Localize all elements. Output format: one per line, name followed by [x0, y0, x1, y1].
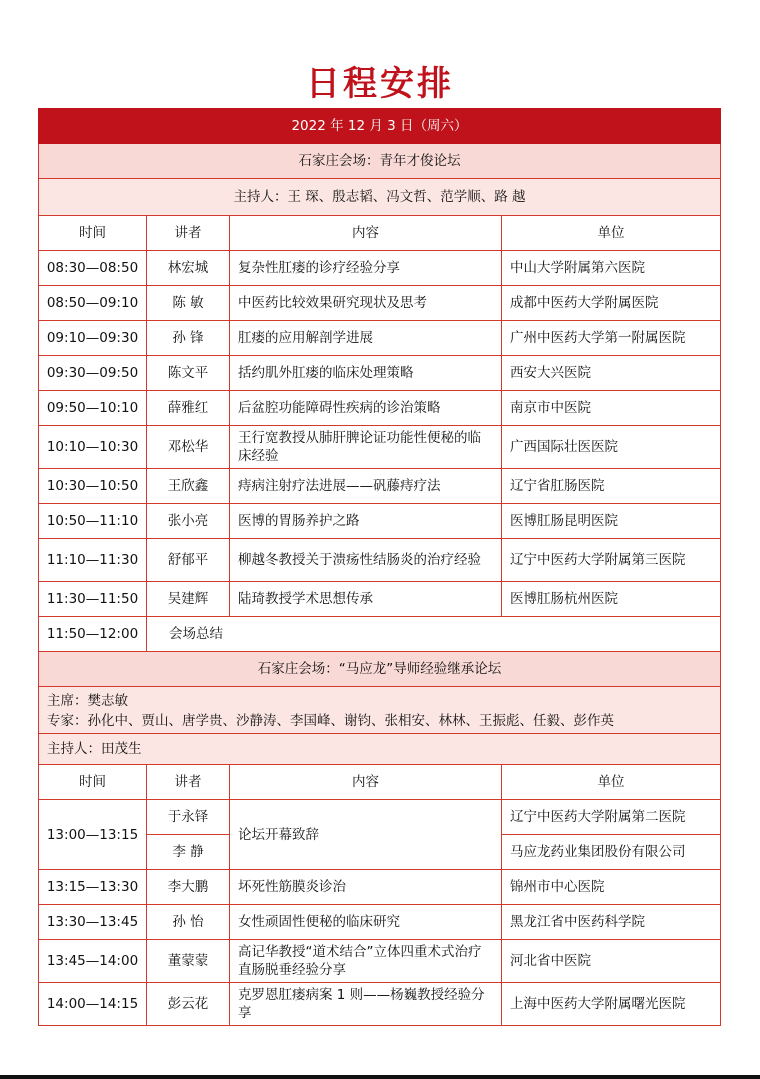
header-time: 时间	[39, 765, 147, 800]
time-cell: 13:30—13:45	[39, 905, 147, 940]
session2-title: 石家庄会场：“马应龙”导师经验继承论坛	[39, 652, 721, 687]
bottom-border	[0, 1075, 760, 1079]
closing-row	[39, 617, 721, 652]
content-cell: 高记华教授“道术结合”立体四重术式治疗直肠脱垂经验分享	[230, 940, 502, 983]
speaker-cell: 林宏城	[147, 251, 230, 286]
content-cell: 坏死性筋膜炎诊治	[230, 870, 502, 905]
header-content: 内容	[230, 216, 502, 251]
speaker-cell: 彭云花	[147, 983, 230, 1026]
table-row	[39, 582, 721, 617]
time-cell: 09:10—09:30	[39, 321, 147, 356]
session1-title: 石家庄会场：青年才俊论坛	[39, 144, 721, 179]
speaker-cell: 于永铎	[147, 800, 230, 835]
unit-cell: 辽宁中医药大学附属第二医院	[502, 800, 721, 835]
content-cell: 论坛开幕致辞	[230, 800, 502, 870]
speaker-cell: 邓松华	[147, 426, 230, 469]
time-cell: 13:00—13:15	[39, 800, 147, 870]
content-cell: 柳越冬教授关于溃疡性结肠炎的治疗经验	[230, 539, 502, 582]
content-cell: 中医药比较效果研究现状及思考	[230, 286, 502, 321]
speaker-cell: 吴建辉	[147, 582, 230, 617]
content-cell: 医博的胃肠养护之路	[230, 504, 502, 539]
time-cell: 09:30—09:50	[39, 356, 147, 391]
time-cell: 13:15—13:30	[39, 870, 147, 905]
session2-experts: 专家：孙化中、贾山、唐学贵、沙静涛、李国峰、谢钧、张相安、林林、王振彪、任毅、彭作英	[47, 713, 614, 729]
schedule-sheet	[38, 108, 720, 1026]
time-cell: 08:50—09:10	[39, 286, 147, 321]
time-cell: 11:30—11:50	[39, 582, 147, 617]
time-cell: 13:45—14:00	[39, 940, 147, 983]
speaker-cell: 孙 怡	[147, 905, 230, 940]
speaker-cell: 薛雅红	[147, 391, 230, 426]
page-title: 日程安排	[306, 64, 454, 104]
table-row	[39, 800, 721, 835]
unit-cell: 南京市中医院	[502, 391, 721, 426]
header-time: 时间	[39, 216, 147, 251]
session2-header-row	[39, 765, 721, 800]
closing-text: 会场总结	[147, 617, 721, 652]
table-row	[39, 321, 721, 356]
time-cell: 10:30—10:50	[39, 469, 147, 504]
unit-cell: 马应龙药业集团股份有限公司	[502, 835, 721, 870]
table-row	[39, 469, 721, 504]
content-cell: 痔病注射疗法进展——矾藤痔疗法	[230, 469, 502, 504]
session1-header-row	[39, 216, 721, 251]
unit-cell: 辽宁省肛肠医院	[502, 469, 721, 504]
unit-cell: 成都中医药大学附属医院	[502, 286, 721, 321]
schedule-table	[38, 108, 721, 1026]
table-row	[39, 251, 721, 286]
time-cell: 10:10—10:30	[39, 426, 147, 469]
unit-cell: 黑龙江省中医药科学院	[502, 905, 721, 940]
time-cell: 09:50—10:10	[39, 391, 147, 426]
session2-host: 主持人：田茂生	[39, 734, 721, 765]
header-content: 内容	[230, 765, 502, 800]
time-cell: 11:10—11:30	[39, 539, 147, 582]
session2-chair: 主席：樊志敏	[47, 693, 128, 709]
speaker-cell: 董蒙蒙	[147, 940, 230, 983]
table-row	[39, 905, 721, 940]
time-cell: 11:50—12:00	[39, 617, 147, 652]
time-cell: 10:50—11:10	[39, 504, 147, 539]
content-cell: 复杂性肛瘘的诊疗经验分享	[230, 251, 502, 286]
speaker-cell: 李 静	[147, 835, 230, 870]
session2-chair-experts	[39, 687, 721, 734]
unit-cell: 中山大学附属第六医院	[502, 251, 721, 286]
unit-cell: 辽宁中医药大学附属第三医院	[502, 539, 721, 582]
content-cell: 王行宽教授从肺肝脾论证功能性便秘的临床经验	[230, 426, 502, 469]
speaker-cell: 陈 敏	[147, 286, 230, 321]
unit-cell: 上海中医药大学附属曙光医院	[502, 983, 721, 1026]
speaker-cell: 陈文平	[147, 356, 230, 391]
content-cell: 陆琦教授学术思想传承	[230, 582, 502, 617]
unit-cell: 西安大兴医院	[502, 356, 721, 391]
table-row	[39, 870, 721, 905]
unit-cell: 锦州市中心医院	[502, 870, 721, 905]
unit-cell: 广西国际壮医医院	[502, 426, 721, 469]
table-row	[39, 940, 721, 983]
content-cell: 肛瘘的应用解剖学进展	[230, 321, 502, 356]
header-speaker: 讲者	[147, 216, 230, 251]
unit-cell: 广州中医药大学第一附属医院	[502, 321, 721, 356]
table-row	[39, 356, 721, 391]
speaker-cell: 王欣鑫	[147, 469, 230, 504]
table-row	[39, 504, 721, 539]
time-cell: 08:30—08:50	[39, 251, 147, 286]
content-cell: 括约肌外肛瘘的临床处理策略	[230, 356, 502, 391]
content-cell: 后盆腔功能障碍性疾病的诊治策略	[230, 391, 502, 426]
speaker-cell: 孙 锋	[147, 321, 230, 356]
table-row	[39, 286, 721, 321]
header-speaker: 讲者	[147, 765, 230, 800]
content-cell: 女性顽固性便秘的临床研究	[230, 905, 502, 940]
table-row	[39, 983, 721, 1026]
unit-cell: 河北省中医院	[502, 940, 721, 983]
unit-cell: 医博肛肠昆明医院	[502, 504, 721, 539]
content-cell: 克罗恩肛瘘病案 1 则——杨巍教授经验分享	[230, 983, 502, 1026]
unit-cell: 医博肛肠杭州医院	[502, 582, 721, 617]
header-unit: 单位	[502, 765, 721, 800]
time-cell: 14:00—14:15	[39, 983, 147, 1026]
speaker-cell: 李大鹏	[147, 870, 230, 905]
table-row	[39, 539, 721, 582]
table-row	[39, 391, 721, 426]
date-banner: 2022 年 12 月 3 日（周六）	[39, 109, 721, 144]
session1-hosts: 主持人：王 琛、殷志韬、冯文哲、范学顺、路 越	[39, 179, 721, 216]
table-row	[39, 426, 721, 469]
header-unit: 单位	[502, 216, 721, 251]
speaker-cell: 舒郁平	[147, 539, 230, 582]
speaker-cell: 张小亮	[147, 504, 230, 539]
